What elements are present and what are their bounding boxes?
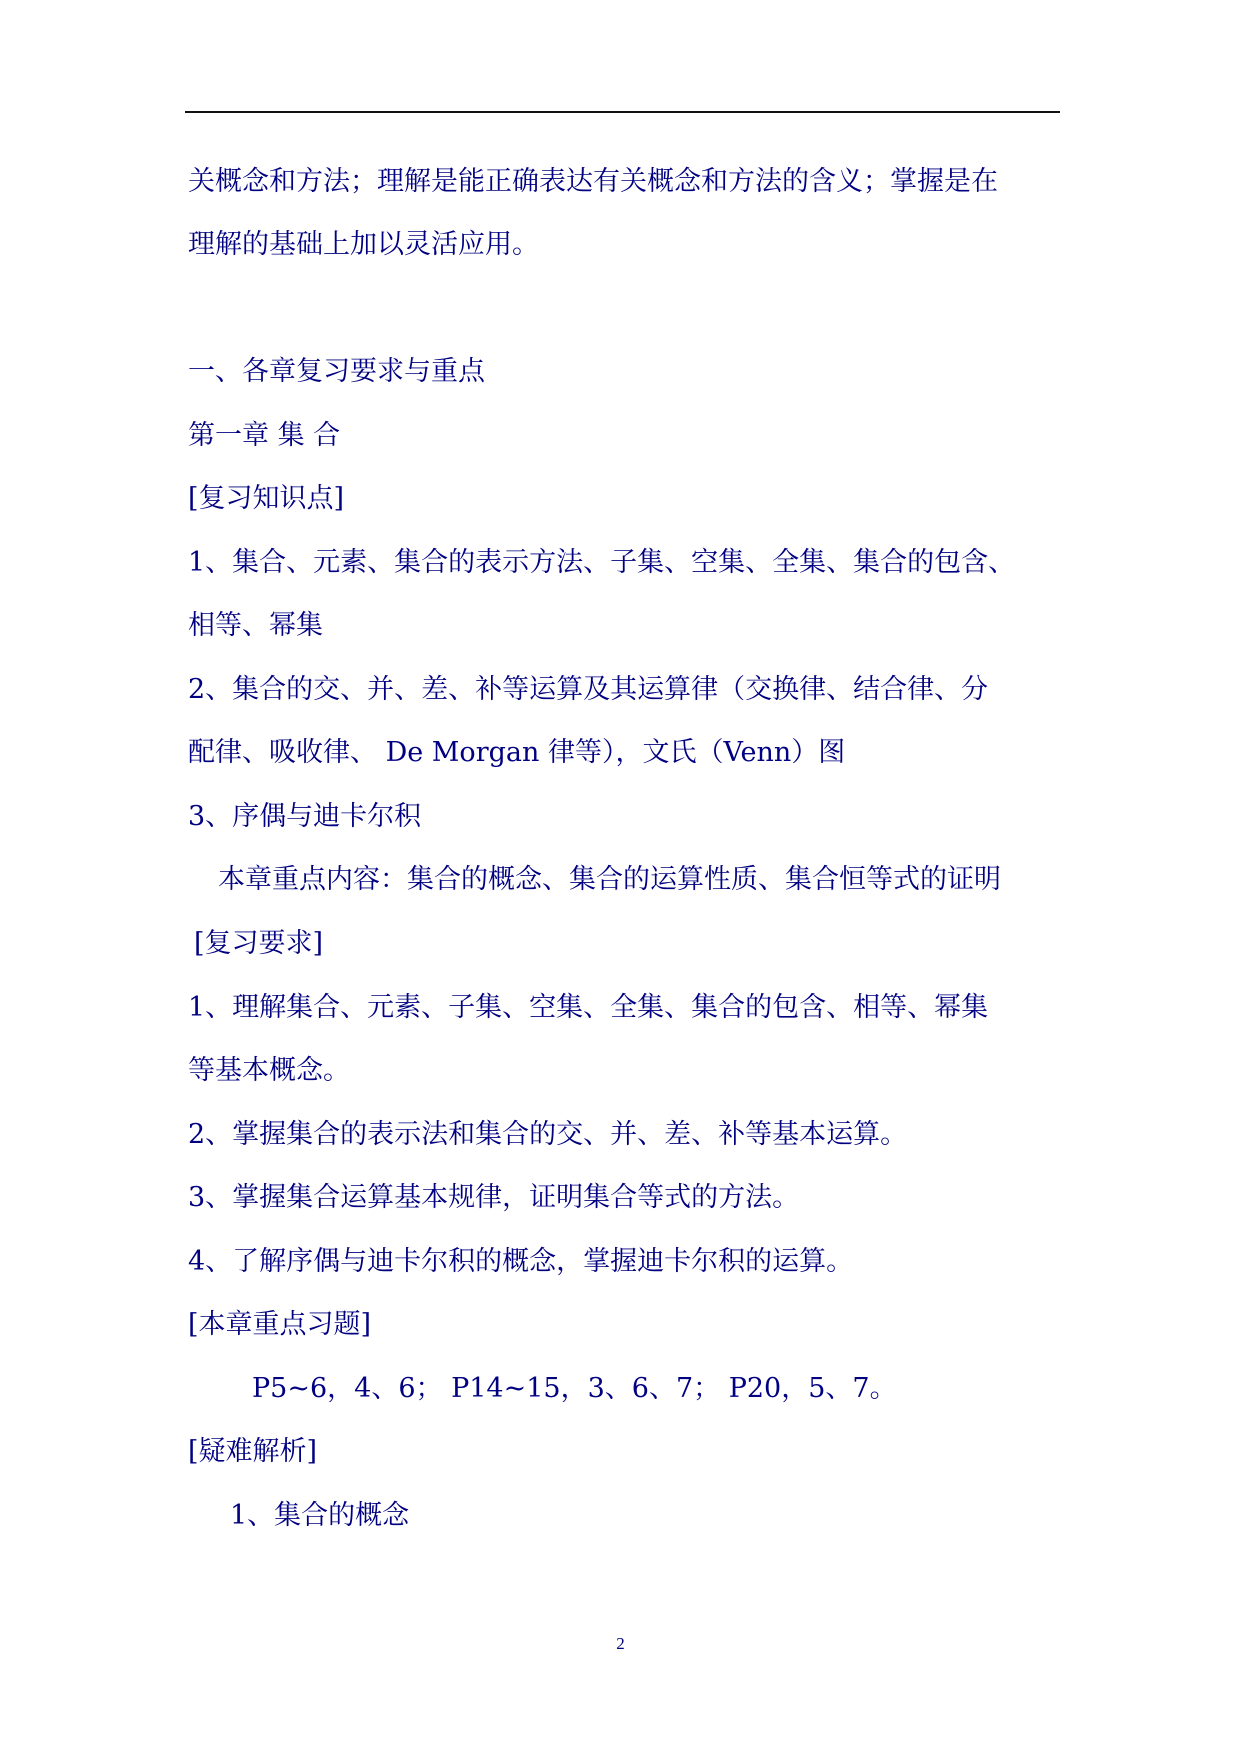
paragraph-line: 理解的基础上加以灵活应用。 xyxy=(188,229,539,260)
difficulty-analysis-heading: [疑难解析] xyxy=(188,1436,318,1467)
section-title: 一、各章复习要求与重点 xyxy=(188,356,485,387)
key-exercises-list: P5~6，4、6； P14~15，3、6、7； P20，5、7。 xyxy=(252,1373,897,1404)
requirement-4: 4、了解序偶与迪卡尔积的概念，掌握迪卡尔积的运算。 xyxy=(188,1246,854,1277)
requirement-1-line-2: 等基本概念。 xyxy=(188,1055,350,1086)
knowledge-points-heading: [复习知识点] xyxy=(188,483,345,514)
difficulty-item-1: 1、集合的概念 xyxy=(230,1500,410,1531)
chapter-title: 第一章 集 合 xyxy=(188,420,341,451)
paragraph-line: 关概念和方法；理解是能正确表达有关概念和方法的含义；掌握是在 xyxy=(188,166,998,197)
requirement-1-line-1: 1、理解集合、元素、子集、空集、全集、集合的包含、相等、幂集 xyxy=(188,992,989,1023)
page-number: 2 xyxy=(616,1634,625,1653)
knowledge-point-1-line-1: 1、集合、元素、集合的表示方法、子集、空集、全集、集合的包含、 xyxy=(188,547,1016,578)
key-exercises-heading: [本章重点习题] xyxy=(188,1309,372,1340)
knowledge-point-1-line-2: 相等、幂集 xyxy=(188,610,323,641)
key-content-line: 本章重点内容：集合的概念、集合的运算性质、集合恒等式的证明 xyxy=(218,864,1001,895)
requirement-3: 3、掌握集合运算基本规律，证明集合等式的方法。 xyxy=(188,1182,800,1213)
requirements-heading: [复习要求] xyxy=(194,928,324,959)
knowledge-point-3: 3、序偶与迪卡尔积 xyxy=(188,801,422,832)
requirement-2: 2、掌握集合的表示法和集合的交、并、差、补等基本运算。 xyxy=(188,1119,908,1150)
knowledge-point-2-line-1: 2、集合的交、并、差、补等运算及其运算律（交换律、结合律、分 xyxy=(188,674,989,705)
knowledge-point-2-line-2: 配律、吸收律、 De Morgan 律等），文氏（Venn）图 xyxy=(188,737,846,768)
header-rule xyxy=(185,111,1060,113)
